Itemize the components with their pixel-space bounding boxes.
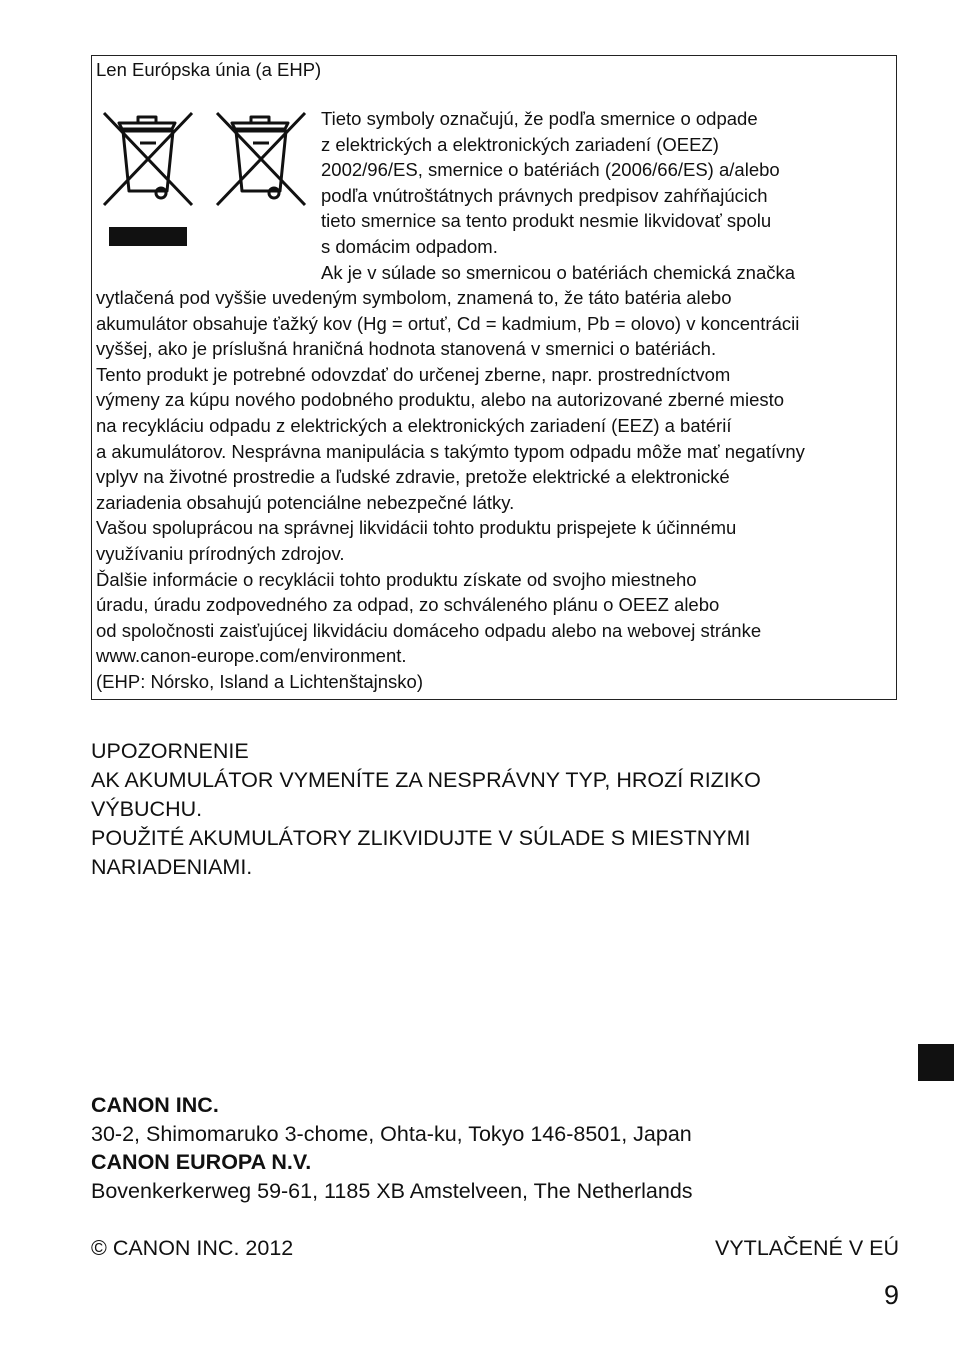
weee-text-line: zariadenia obsahujú potenciálne nebezpečné látky. [96, 491, 515, 513]
weee-text-line: 2002/96/ES, smernice o batériách (2006/66/ES) a/alebo [321, 159, 780, 181]
weee-text-line: z elektrických a elektronických zariadení (OEEZ) [321, 133, 719, 155]
warning-line: NARIADENIAMI. [91, 855, 253, 879]
warning-line: VÝBUCHU. [91, 797, 203, 821]
weee-text-line: vyššej, ako je príslušná hraničná hodnota stanovená v smernici o batériách. [96, 338, 717, 360]
weee-text-line: podľa vnútroštátnych právnych predpisov zahŕňajúcich [321, 184, 768, 206]
weee-text-line: vplyv na životné prostredie a ľudské zdravie, pretože elektrické a elektronické [96, 466, 730, 488]
section-edge-tab [918, 1044, 954, 1081]
weee-body-text [96, 285, 805, 695]
weee-text-line: akumulátor obsahuje ťažký kov (Hg = ortuť, Cd = kadmium, Pb = olovo) v koncentrácii [96, 312, 800, 334]
weee-text-line: využívaniu prírodných zdrojov. [96, 542, 345, 564]
chemical-symbol-bar [109, 227, 187, 246]
weee-text-line: (EHP: Nórsko, Island a Lichtenštajnsko) [96, 670, 423, 692]
weee-text-line: a akumulátorov. Nesprávna manipulácia s takýmto typom odpadu môže mať negatívny [96, 440, 805, 462]
manufacturer-address: Bovenkerkerweg 59-61, 1185 XB Amstelveen, The Netherlands [91, 1178, 693, 1203]
crossed-out-wheelie-bin-icon [211, 109, 311, 209]
manufacturer-name: CANON EUROPA N.V. [91, 1150, 312, 1174]
manufacturer-block [91, 1091, 693, 1205]
page-number: 9 [883, 1280, 899, 1310]
weee-heading: Len Európska únia (a EHP) [96, 59, 322, 80]
weee-text-line: na recykláciu odpadu z elektrických a elektronických zariadení (EEZ) a batérií [96, 414, 732, 436]
weee-notice-box [91, 55, 897, 700]
weee-text-line: s domácim odpadom. [321, 235, 498, 257]
battery-warning [91, 737, 761, 882]
weee-text-line: výmeny za kúpu nového podobného produktu, alebo na autorizované zberné miesto [96, 389, 785, 411]
weee-text-line: vytlačená pod vyššie uvedeným symbolom, znamená to, že táto batéria alebo [96, 287, 732, 308]
weee-text-line: Ak je v súlade so smernicou o batériách chemická značka [321, 261, 796, 283]
warning-line: AK AKUMULÁTOR VYMENÍTE ZA NESPRÁVNY TYP, HROZÍ RIZIKO [91, 768, 761, 792]
warning-line: POUŽITÉ AKUMULÁTORY ZLIKVIDUJTE V SÚLADE S MIESTNYMI [91, 826, 751, 850]
printed-in-label: VYTLAČENÉ V EÚ [715, 1236, 899, 1260]
weee-text-line: Ďalšie informácie o recyklácii tohto produktu získate od svojho miestneho [96, 568, 697, 590]
weee-intro-text [321, 106, 795, 285]
weee-text-line: od spoločnosti zaisťujúcej likvidáciu domáceho odpadu alebo na webovej stránke [96, 619, 762, 641]
manufacturer-name: CANON INC. [91, 1093, 219, 1117]
weee-text-line: Tento produkt je potrebné odovzdať do určenej zberne, napr. prostredníctvom [96, 363, 731, 385]
crossed-out-wheelie-bin-icon [98, 109, 198, 209]
weee-text-line: tieto smernice sa tento produkt nesmie likvidovať spolu [321, 210, 772, 232]
weee-text-line: Vašou spoluprácou na správnej likvidácii tohto produktu prispejete k účinnému [96, 517, 737, 539]
copyright-notice: © CANON INC. 2012 [91, 1236, 294, 1260]
weee-text-line: Tieto symboly označujú, že podľa smernice o odpade [321, 108, 758, 129]
warning-line: UPOZORNENIE [91, 739, 249, 763]
manufacturer-address: 30-2, Shimomaruko 3-chome, Ohta-ku, Tokyo 146-8501, Japan [91, 1121, 692, 1146]
weee-text-line: www.canon-europe.com/environment. [96, 645, 407, 667]
weee-text-line: úradu, úradu zodpovedného za odpad, zo schváleného plánu o OEEZ alebo [96, 594, 720, 616]
